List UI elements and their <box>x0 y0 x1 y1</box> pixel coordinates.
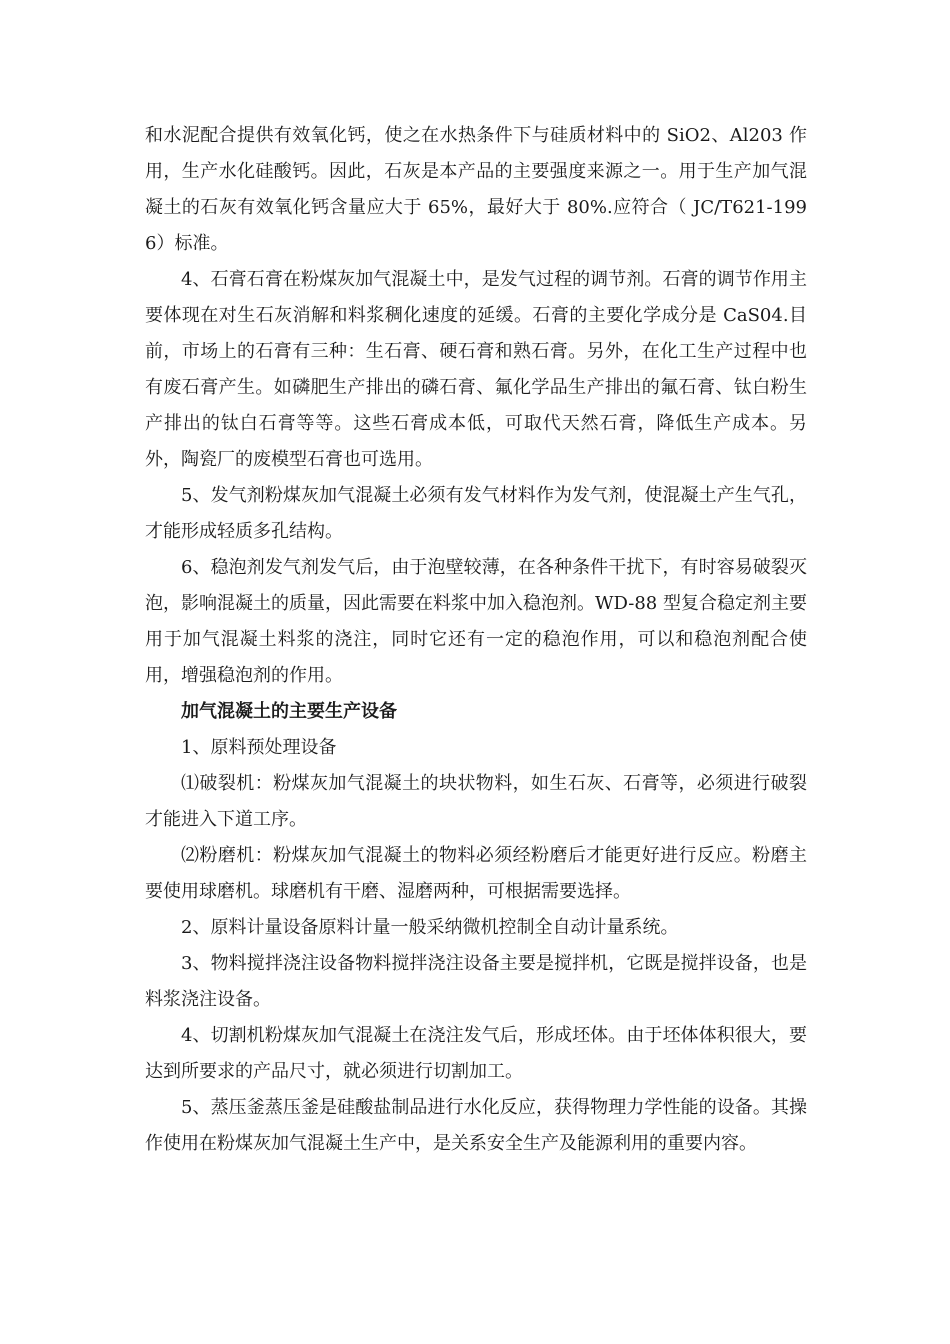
paragraph-metering: 2、原料计量设备原料计量一般采纳微机控制全自动计量系统。 <box>181 917 679 938</box>
paragraph-gas-agent: 5、发气剂粉煤灰加气混凝土必须有发气材料作为发气剂，使混凝土产生气孔，才能形成轻质多孔结构。 <box>145 485 807 542</box>
paragraph-mixing: 3、物料搅拌浇注设备物料搅拌浇注设备主要是搅拌机，它既是搅拌设备，也是料浆浇注设备。 <box>145 953 807 1010</box>
paragraph-autoclave: 5、蒸压釜蒸压釜是硅酸盐制品进行水化反应，获得物理力学性能的设备。其操作使用在粉煤灰加气混凝土生产中，是关系安全生产及能源利用的重要内容。 <box>145 1097 807 1154</box>
paragraph-mill: ⑵粉磨机：粉煤灰加气混凝土的物料必须经粉磨后才能更好进行反应。粉磨主要使用球磨机。球磨机有干磨、湿磨两种，可根据需要选择。 <box>145 845 807 902</box>
paragraph-crusher: ⑴破裂机：粉煤灰加气混凝土的块状物料，如生石灰、石膏等，必须进行破裂才能进入下道工序。 <box>145 773 807 830</box>
paragraph-lime-continuation: 和水泥配合提供有效氧化钙，使之在水热条件下与硅质材料中的 SiO2、Al203 作用，生产水化硅酸钙。因此，石灰是本产品的主要强度来源之一。用于生产加气混凝土的石灰有效氧化钙含量应大于 65%，最好大于 80%.应符合（ JC/T621-1996）标准。 <box>145 125 807 254</box>
paragraph-cutting: 4、切割机粉煤灰加气混凝土在浇注发气后，形成坯体。由于坯体体积很大，要达到所要求的产品尺寸，就必须进行切割加工。 <box>145 1025 807 1082</box>
section-heading-equipment: 加气混凝土的主要生产设备 <box>181 701 397 722</box>
document-body <box>145 118 807 1162</box>
paragraph-gypsum: 4、石膏石膏在粉煤灰加气混凝土中，是发气过程的调节剂。石膏的调节作用主要体现在对生石灰消解和料浆稠化速度的延缓。石膏的主要化学成分是 CaS04.目前，市场上的石膏有三种：生石膏、硬石膏和熟石膏。另外，在化工生产过程中也有废石膏产生。如磷肥生产排出的磷石膏、氟化学品生产排出的氟石膏、钛白粉生产排出的钛白石膏等等。这些石膏成本低，可取代天然石膏，降低生产成本。另外，陶瓷厂的废模型石膏也可选用。 <box>145 269 807 470</box>
paragraph-pretreatment: 1、原料预处理设备 <box>181 737 337 758</box>
paragraph-foam-stabilizer: 6、稳泡剂发气剂发气后，由于泡壁较薄，在各种条件干扰下，有时容易破裂灭泡，影响混凝土的质量，因此需要在料浆中加入稳泡剂。WD-88 型复合稳定剂主要用于加气混凝土料浆的浇注，同时它还有一定的稳泡作用，可以和稳泡剂配合使用，增强稳泡剂的作用。 <box>145 557 807 686</box>
